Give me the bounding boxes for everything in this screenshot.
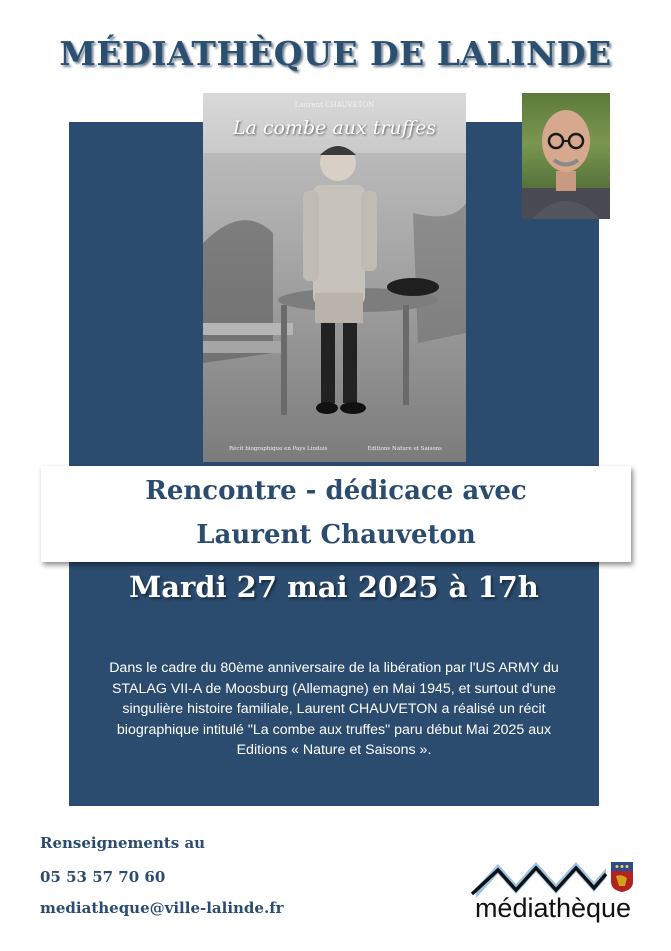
- cover-publisher: Editions Nature et Saisons: [367, 446, 442, 452]
- event-author: Laurent Chauveton: [196, 520, 476, 550]
- book-cover: [203, 93, 466, 462]
- cover-author: Laurent CHAUVETON: [294, 101, 375, 109]
- author-photo: [522, 93, 610, 219]
- event-description: Dans le cadre du 80ème anniversaire de la libération par l'US ARMY du STALAG VII-A de Moosburg (Allemagne) en Mai 1945, et surtout d'une singulière histoire familiale, Laurent CHAUVETON a réalisé un récit biographique intitulé "La combe aux truffes" paru début Mai 2025 aux Editions « Nature et Saisons ».: [109, 660, 559, 758]
- event-banner: [41, 466, 631, 562]
- contact-heading: Renseignements au: [40, 834, 206, 852]
- cover-title: La combe aux truffes: [232, 117, 437, 139]
- event-heading: Rencontre - dédicace avec: [145, 476, 527, 506]
- cover-subtitle: Récit biographique en Pays Lindois: [229, 446, 328, 452]
- book-cover-photo: [203, 93, 466, 462]
- contact-email: mediatheque@ville-lalinde.fr: [40, 899, 284, 917]
- event-date: Mardi 27 mai 2025 à 17h: [129, 570, 539, 604]
- contact-phone: 05 53 57 70 60: [40, 868, 166, 886]
- town-crest-icon: [611, 862, 633, 892]
- logo-text: médiathèque: [474, 893, 632, 923]
- author-portrait: [522, 93, 610, 219]
- page-title: MÉDIATHÈQUE DE LALINDE: [59, 34, 612, 73]
